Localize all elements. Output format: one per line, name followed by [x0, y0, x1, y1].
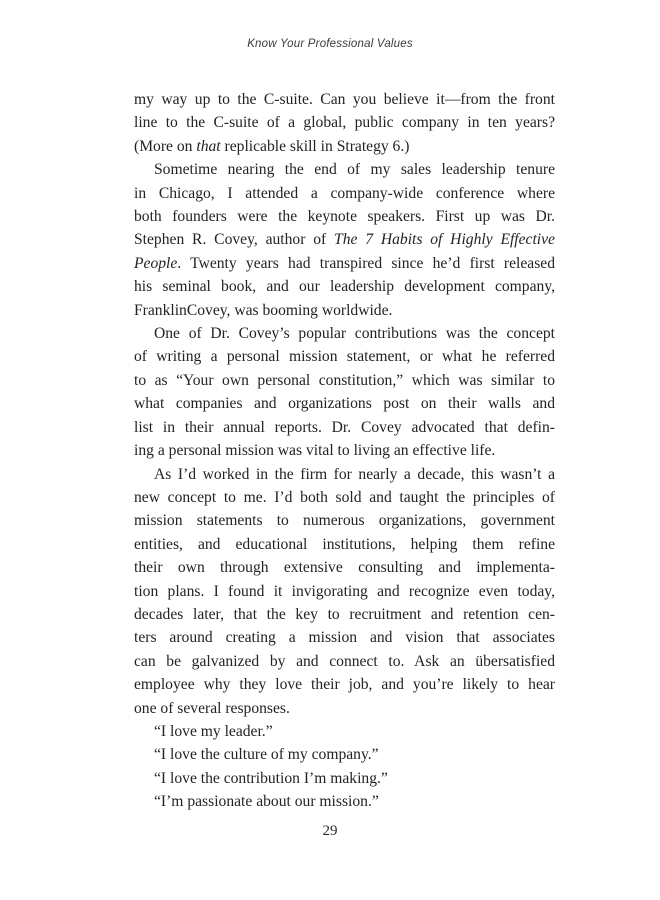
text-line [134, 580, 555, 603]
text-line [134, 626, 555, 649]
text-line [134, 697, 555, 720]
text-line [134, 228, 555, 251]
text-segment: decades later, that the key to recruitment and retention cen- [134, 605, 555, 623]
quote-list [134, 720, 555, 814]
text-segment: their own through extensive consulting and implementa- [134, 559, 555, 577]
quote-line: “I love the contribution I’m making.” [154, 769, 388, 787]
text-line [134, 135, 555, 158]
text-line [134, 182, 555, 205]
text-line [134, 439, 555, 462]
body-text [134, 88, 555, 814]
text-line [134, 556, 555, 579]
quote-line: “I love the culture of my company.” [154, 746, 379, 764]
text-segment: Sometime nearing the end of my sales leadership tenure [154, 161, 555, 179]
text-line [134, 416, 555, 439]
page-number: 29 [322, 823, 338, 839]
text-line [134, 88, 555, 111]
text-segment: entities, and educational institutions, helping them refine [134, 535, 555, 553]
italic-text: People [134, 254, 178, 272]
text-line [134, 205, 555, 228]
text-segment: One of Dr. Covey’s popular contributions was the concept [154, 325, 555, 343]
text-segment: can be galvanized by and connect to. Ask an übersatisfied [134, 652, 555, 670]
text-segment: his seminal book, and our leadership development company, [134, 278, 555, 296]
text-lines [134, 88, 555, 720]
text-segment: in Chicago, I attended a company-wide conference where [134, 184, 555, 202]
text-segment: As I’d worked in the firm for nearly a decade, this wasn’t a [154, 465, 555, 483]
text-segment: list in their annual reports. Dr. Covey advocated that defin- [134, 418, 555, 436]
text-segment: both founders were the keynote speakers. First up was Dr. [134, 208, 555, 226]
text-segment: mission statements to numerous organizations, government [134, 512, 555, 530]
text-segment: of writing a personal mission statement, or what he referred [134, 348, 555, 366]
text-segment: FranklinCovey, was booming worldwide. [134, 301, 393, 319]
text-line [134, 486, 555, 509]
text-line [134, 111, 555, 134]
text-segment: line to the C-suite of a global, public company in ten years? [134, 114, 555, 132]
italic-text: that [196, 137, 221, 155]
text-line [134, 322, 555, 345]
text-line [134, 392, 555, 415]
text-segment: ters around creating a mission and vision that associates [134, 629, 555, 647]
text-segment: ing a personal mission was vital to living an effective life. [134, 442, 496, 460]
text-line [134, 369, 555, 392]
text-line [134, 275, 555, 298]
text-segment: new concept to me. I’d both sold and taught the principles of [134, 488, 555, 506]
text-segment: . Twenty years had transpired since he’d first released [177, 254, 555, 272]
text-line [134, 463, 555, 486]
text-line [134, 252, 555, 275]
text-line [134, 299, 555, 322]
text-segment: to as “Your own personal constitution,” which was similar to [134, 371, 555, 389]
text-line [134, 509, 555, 532]
text-line [134, 158, 555, 181]
italic-text: The 7 Habits of Highly Effective [334, 231, 555, 249]
quote-line: “I’m passionate about our mission.” [154, 793, 379, 811]
text-line [134, 673, 555, 696]
text-segment: replicable skill in Strategy 6.) [220, 137, 410, 155]
text-segment: (More on [134, 137, 197, 155]
text-segment: Stephen R. Covey, author of [134, 231, 335, 249]
text-segment: one of several responses. [134, 699, 290, 717]
text-line [134, 650, 555, 673]
text-segment: tion plans. I found it invigorating and recognize even today, [134, 582, 555, 600]
text-segment: my way up to the C-suite. Can you believe it—from the front [134, 91, 555, 108]
text-line [134, 345, 555, 368]
running-head: Know Your Professional Values [247, 38, 413, 50]
quote-line: “I love my leader.” [154, 722, 273, 740]
text-segment: employee why they love their job, and you’re likely to hear [134, 676, 555, 694]
text-line [134, 533, 555, 556]
text-segment: what companies and organizations post on their walls and [134, 395, 555, 413]
text-line [134, 603, 555, 626]
